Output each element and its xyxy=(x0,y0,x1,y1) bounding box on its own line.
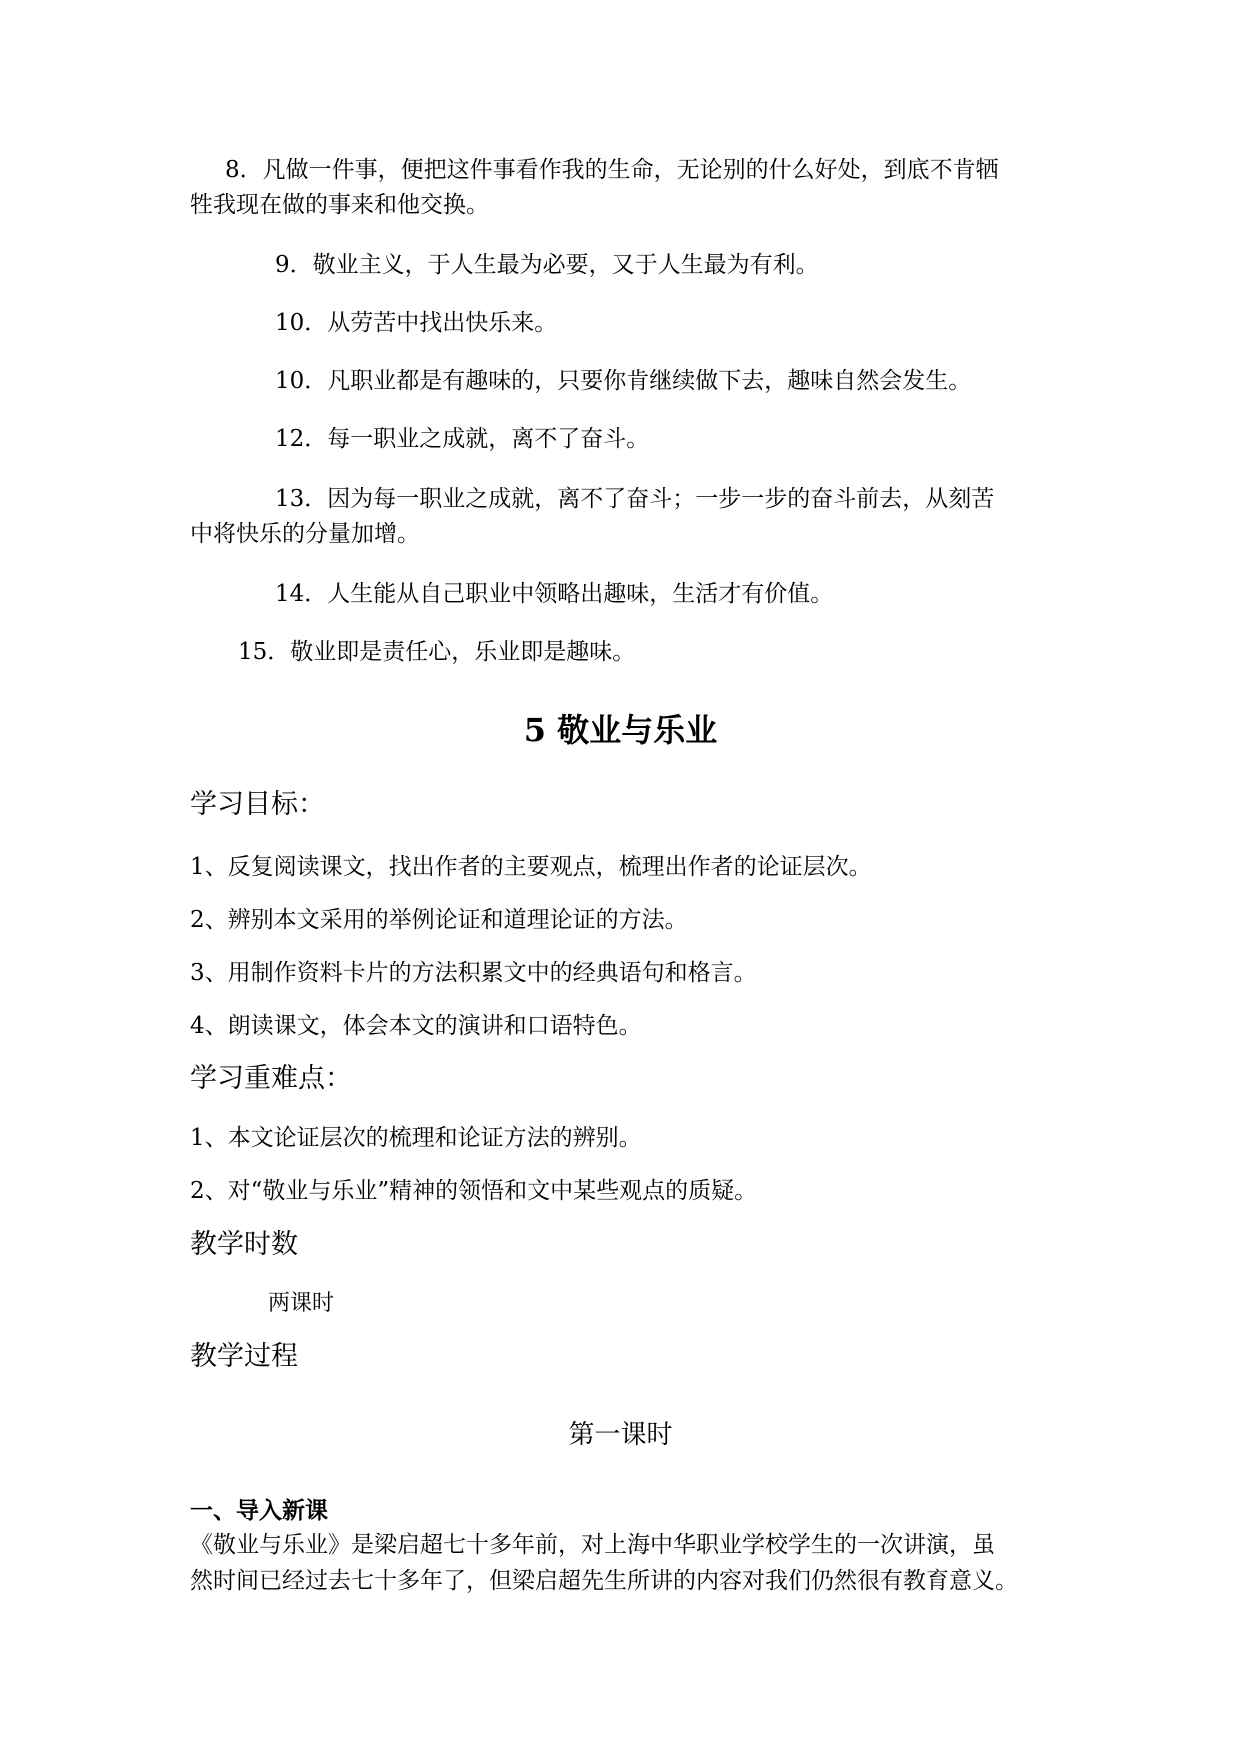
quote-8-line-2: 牲我现在做的事来和他交换。 xyxy=(190,192,489,218)
quote-13-line-2: 中将快乐的分量加增。 xyxy=(190,521,420,547)
objective-item-1: 1、反复阅读课文，找出作者的主要观点，梳理出作者的论证层次。 xyxy=(190,854,872,880)
period-heading: 第一课时 xyxy=(568,1420,673,1450)
section-1-paragraph-line-1: 《敬业与乐业》是梁启超七十多年前，对上海中华职业学校学生的一次讲演，虽 xyxy=(190,1532,995,1558)
quote-13-line-1: 13．因为每一职业之成就，离不了奋斗；一步一步的奋斗前去，从刻苦 xyxy=(275,486,995,512)
objective-item-3: 3、用制作资料卡片的方法积累文中的经典语句和格言。 xyxy=(190,960,757,986)
objective-item-2: 2、辨别本文采用的举例论证和道理论证的方法。 xyxy=(190,907,688,933)
objectives-heading: 学习目标： xyxy=(190,789,325,820)
quote-15: 15．敬业即是责任心，乐业即是趣味。 xyxy=(238,639,636,665)
process-heading: 教学过程 xyxy=(190,1341,298,1372)
objective-item-4: 4、朗读课文，体会本文的演讲和口语特色。 xyxy=(190,1013,642,1039)
difficulties-heading: 学习重难点： xyxy=(190,1063,352,1094)
difficulty-item-2: 2、对“敬业与乐业”精神的领悟和文中某些观点的质疑。 xyxy=(190,1178,758,1204)
lesson-title: 5 敬业与乐业 xyxy=(523,711,718,749)
quote-12: 12．每一职业之成就，离不了奋斗。 xyxy=(275,426,650,452)
hours-heading: 教学时数 xyxy=(190,1229,298,1260)
quote-8-line-1: 8．凡做一件事，便把这件事看作我的生命，无论别的什么好处，到底不肯牺 xyxy=(225,157,999,183)
hours-value: 两课时 xyxy=(268,1291,335,1316)
quote-10a: 10．从劳苦中找出快乐来。 xyxy=(275,310,558,336)
quote-10b: 10．凡职业都是有趣味的，只要你肯继续做下去，趣味自然会发生。 xyxy=(275,368,972,394)
section-1-paragraph-line-2: 然时间已经过去七十多年了，但梁启超先生所讲的内容对我们仍然很有教育意义。 xyxy=(190,1568,1018,1594)
quote-14: 14．人生能从自己职业中领略出趣味，生活才有价值。 xyxy=(275,581,834,607)
quote-9: 9．敬业主义，于人生最为必要，又于人生最为有利。 xyxy=(275,252,819,278)
section-1-heading: 一、导入新课 xyxy=(190,1498,328,1524)
difficulty-item-1: 1、本文论证层次的梳理和论证方法的辨别。 xyxy=(190,1125,642,1151)
